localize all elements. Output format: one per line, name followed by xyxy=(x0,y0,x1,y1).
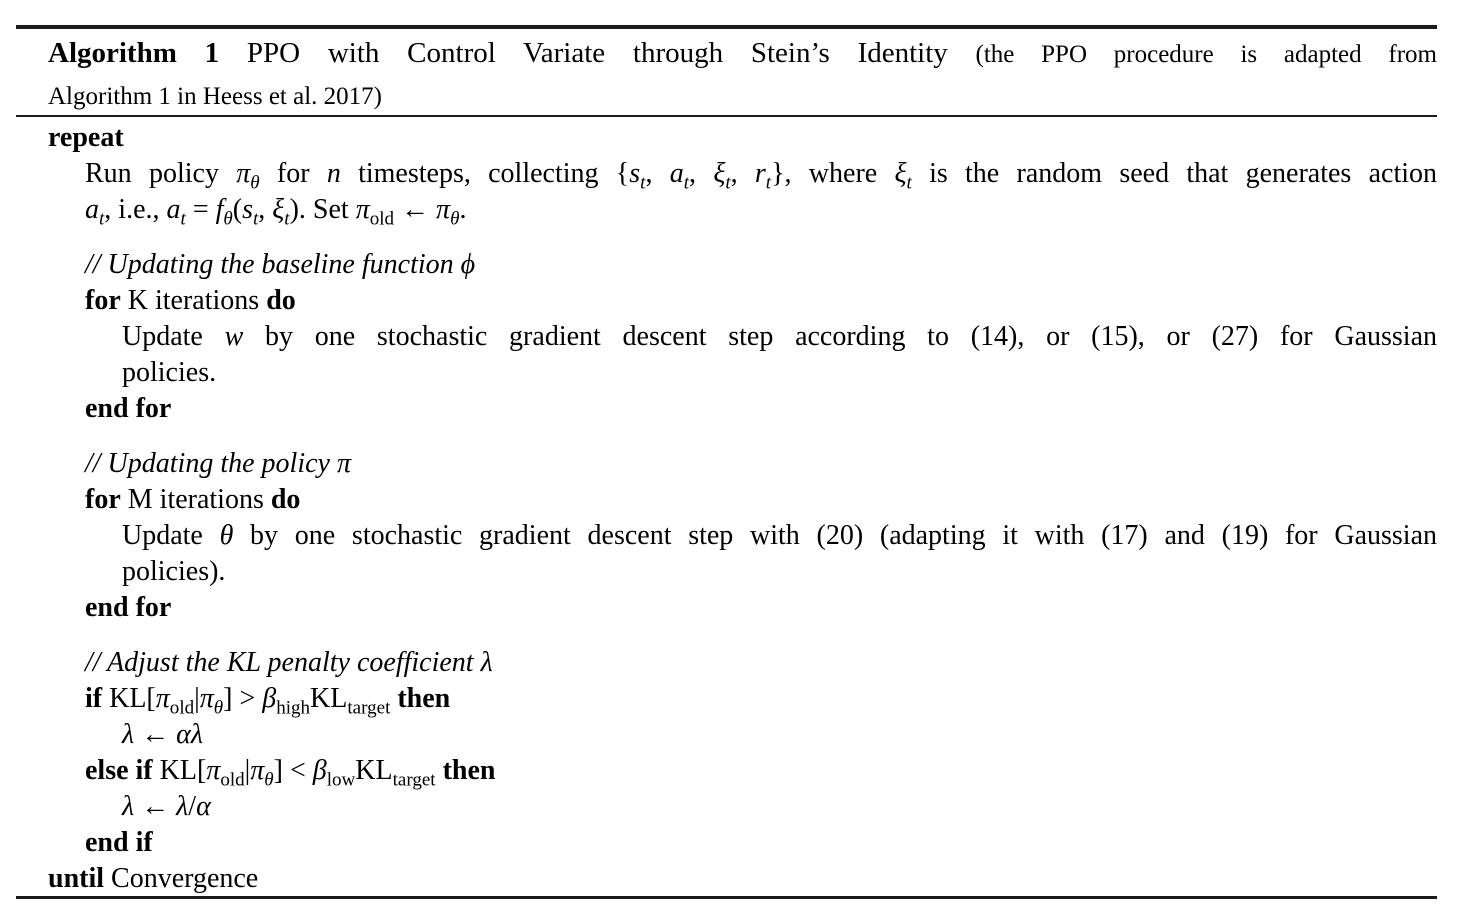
text-segment: t xyxy=(252,208,259,230)
text-segment: for xyxy=(259,158,327,189)
text-segment: s xyxy=(242,194,253,225)
algorithm-body-line xyxy=(16,247,1437,283)
algorithm-body-line xyxy=(16,355,1437,391)
text-segment: end for xyxy=(85,592,172,623)
text-segment: for xyxy=(85,484,121,515)
text-segment: is the random seed that generates action xyxy=(911,158,1438,189)
text-segment: ] > xyxy=(223,683,263,714)
algorithm-body-line xyxy=(16,192,1437,228)
text-segment: old xyxy=(369,208,395,230)
text-segment: ξ xyxy=(894,158,907,189)
algorithm-body-line xyxy=(16,645,1437,681)
text-segment: ξ xyxy=(272,194,285,225)
text-segment: n xyxy=(326,158,341,189)
text-segment: then xyxy=(397,683,451,714)
algorithm-body-line xyxy=(16,518,1437,554)
text-segment: λ xyxy=(122,719,135,750)
text-segment: t xyxy=(906,172,912,194)
text-segment: // Updating the policy π xyxy=(85,448,351,479)
text-segment: α xyxy=(196,791,211,822)
text-segment: αλ xyxy=(176,719,203,750)
text-segment: ). Set xyxy=(289,194,356,225)
text-segment: ← xyxy=(394,194,437,225)
text-segment: t xyxy=(99,208,105,230)
text-segment: policies. xyxy=(122,357,217,388)
text-segment: π xyxy=(199,683,214,714)
text-segment: old xyxy=(220,769,245,791)
text-segment: θ xyxy=(219,520,234,551)
text-segment: r xyxy=(754,158,766,189)
algorithm-body-line xyxy=(16,283,1437,319)
text-segment: KL[ xyxy=(102,683,156,714)
text-segment: do xyxy=(270,484,301,515)
text-segment: policies). xyxy=(122,556,226,587)
text-segment: old xyxy=(169,697,195,719)
text-segment: , xyxy=(689,158,714,189)
algorithm-title-line xyxy=(16,33,1437,75)
algorithm-body-line xyxy=(16,861,1437,897)
text-segment: // Updating the baseline function ϕ xyxy=(85,249,476,280)
text-segment: t xyxy=(180,208,186,230)
text-segment: t xyxy=(640,172,646,194)
text-segment: target xyxy=(392,769,436,791)
text-segment: KL xyxy=(355,755,393,786)
top-rule xyxy=(16,25,1437,29)
text-segment: low xyxy=(326,769,356,791)
text-segment: β xyxy=(262,683,277,714)
text-segment: w xyxy=(224,321,244,352)
mid-rule xyxy=(16,115,1437,117)
text-segment: ( xyxy=(232,194,243,225)
text-segment: β xyxy=(312,755,327,786)
text-segment: Convergence xyxy=(104,863,259,894)
text-segment: until xyxy=(48,863,105,894)
algorithm-body-line xyxy=(16,789,1437,825)
text-segment: ← xyxy=(134,719,177,750)
text-segment: | xyxy=(194,683,200,714)
text-segment: M iterations xyxy=(120,484,271,515)
text-segment: λ xyxy=(122,791,135,822)
text-segment: by one stochastic gradient descent step according to (14), or (15), or (27) for Gaussian xyxy=(243,321,1437,352)
algorithm-title-line xyxy=(16,75,1437,117)
algorithm-body-line xyxy=(16,825,1437,861)
text-segment: t xyxy=(765,172,772,194)
text-segment: π xyxy=(155,683,170,714)
text-segment: do xyxy=(266,285,296,316)
text-segment: π xyxy=(436,194,451,225)
text-segment: ] < xyxy=(273,755,313,786)
text-segment: // Adjust the KL penalty coefficient λ xyxy=(85,647,493,678)
text-segment: then xyxy=(442,755,496,786)
bottom-rule xyxy=(16,896,1437,899)
text-segment: }, where xyxy=(771,158,895,189)
algorithm-body-line xyxy=(16,156,1437,192)
text-segment: π xyxy=(236,158,251,189)
text-segment: | xyxy=(244,755,251,786)
text-segment: = xyxy=(185,194,216,225)
text-segment: Run policy xyxy=(85,158,237,189)
text-segment: t xyxy=(284,208,290,230)
text-segment: , i.e., xyxy=(104,194,167,225)
algorithm-body xyxy=(16,120,1437,897)
text-segment: , xyxy=(645,158,670,189)
text-segment: π xyxy=(206,755,221,786)
algorithm-body-line xyxy=(16,391,1437,427)
text-segment: else if xyxy=(85,755,153,786)
text-segment: end if xyxy=(85,827,153,858)
text-segment: a xyxy=(669,158,684,189)
text-segment: θ xyxy=(223,208,233,230)
text-segment: , xyxy=(258,194,273,225)
text-segment: , xyxy=(730,158,755,189)
algorithm-body-line xyxy=(16,319,1437,355)
text-segment: K iterations xyxy=(120,285,267,316)
text-segment: Update xyxy=(122,520,220,551)
text-segment: Algorithm 1 in Heess et al. 2017) xyxy=(48,83,382,110)
text-segment: Algorithm 1 xyxy=(48,37,220,69)
text-segment: Update xyxy=(122,321,225,352)
text-segment: θ xyxy=(264,769,274,791)
text-segment: if xyxy=(85,683,103,714)
text-segment: target xyxy=(347,697,391,719)
algorithm-body-line xyxy=(16,590,1437,626)
text-segment: a xyxy=(166,194,181,225)
algorithm-title xyxy=(16,33,1437,117)
text-segment: f xyxy=(215,194,224,225)
text-segment: a xyxy=(85,194,99,225)
text-segment: t xyxy=(683,172,690,194)
text-segment: for xyxy=(85,285,121,316)
text-segment: ← xyxy=(134,791,177,822)
text-segment: λ xyxy=(176,791,189,822)
text-segment: t xyxy=(725,172,731,194)
text-segment: end for xyxy=(85,393,172,424)
text-segment xyxy=(436,755,443,786)
text-segment: timesteps, collecting { xyxy=(340,158,630,189)
text-segment: high xyxy=(276,697,311,719)
algorithm-body-line xyxy=(16,681,1437,717)
text-segment: by one stochastic gradient descent step with (20) (adapting it with (17) and (19) for Gaussian xyxy=(233,520,1437,551)
text-segment: s xyxy=(629,158,641,189)
text-segment: π xyxy=(355,194,370,225)
text-segment: θ xyxy=(213,697,224,719)
text-segment: θ xyxy=(250,172,260,194)
algorithm-body-line xyxy=(16,120,1437,156)
text-segment: ξ xyxy=(713,158,726,189)
algorithm-body-line xyxy=(16,753,1437,789)
text-segment: (the PPO procedure is adapted from xyxy=(975,41,1437,68)
text-segment: KL xyxy=(310,683,348,714)
text-segment: / xyxy=(188,791,197,822)
text-segment: θ xyxy=(450,208,460,230)
text-segment: KL[ xyxy=(152,755,207,786)
text-segment: π xyxy=(250,755,265,786)
algorithm-body-line xyxy=(16,482,1437,518)
text-segment: PPO with Control Variate through Stein’s Identity xyxy=(219,37,976,69)
text-segment: repeat xyxy=(48,122,124,153)
text-segment: . xyxy=(459,194,467,225)
algorithm-body-line xyxy=(16,717,1437,753)
algorithm-body-line xyxy=(16,554,1437,590)
algorithm-body-line xyxy=(16,446,1437,482)
